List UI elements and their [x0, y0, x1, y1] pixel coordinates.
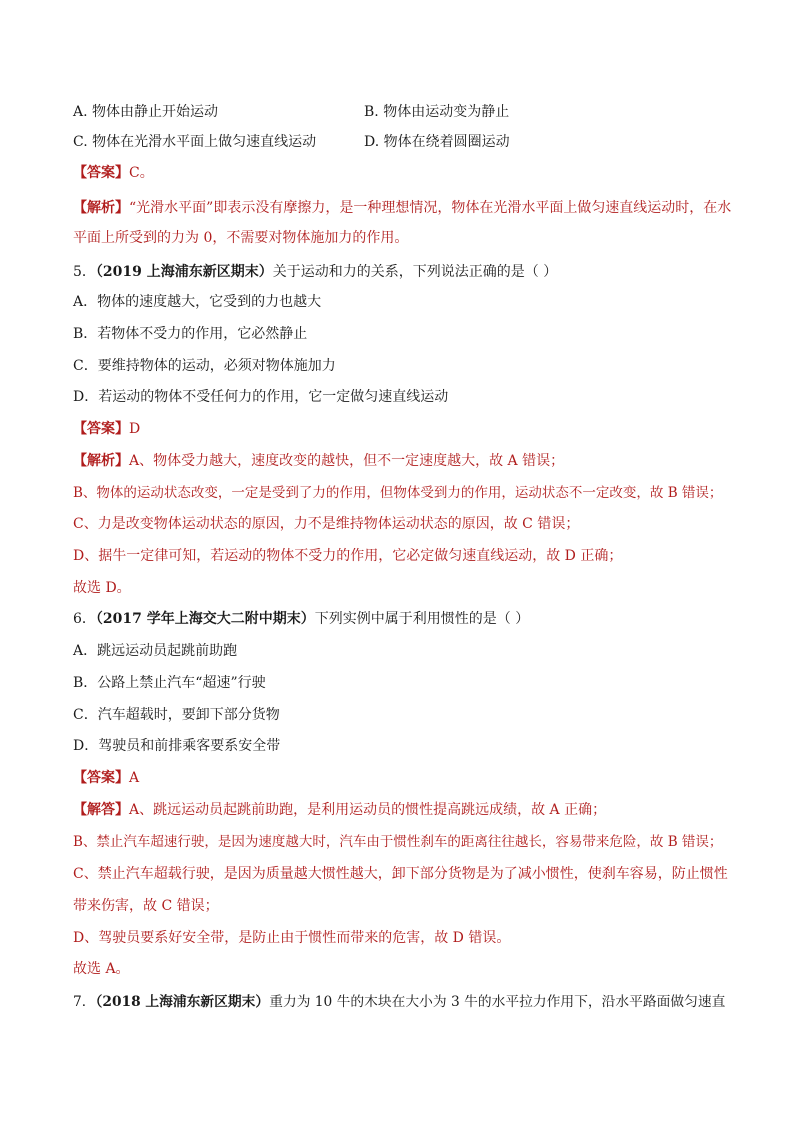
- q6-analysis-line-2: B、禁止汽车超速行驶，是因为速度越大时，汽车由于惯性刹车的距离往往越长，容易带来危险，故 B 错误；: [73, 834, 723, 850]
- answer-tag: 【答案】: [73, 421, 129, 437]
- analysis-tag: 【解析】: [73, 453, 129, 469]
- q6-option-d: D．驾驶员和前排乘客要系安全带: [73, 738, 281, 754]
- answer-tag: 【答案】: [73, 165, 129, 181]
- q5-number: 5．: [73, 264, 96, 280]
- answer-value: D: [129, 421, 141, 437]
- q7-stem-text: 重力为 10 牛的木块在大小为 3 牛的水平拉力作用下，沿水平路面做匀速直: [269, 994, 726, 1010]
- analysis-tag: 【解析】: [73, 200, 129, 216]
- q6-option-a: A．跳远运动员起跳前助跑: [73, 643, 238, 659]
- q6-stem-text: 下列实例中属于利用惯性的是（ ）: [314, 611, 530, 627]
- q6-analysis-line-4: 带来伤害，故 C 错误；: [73, 898, 219, 914]
- analysis-tag: 【解答】: [73, 802, 129, 818]
- q4-option-c: C. 物体在光滑水平面上做匀速直线运动: [73, 134, 317, 150]
- q5-stem: [73, 262, 733, 282]
- q6-conclusion: 故选 A。: [73, 961, 130, 977]
- q5-stem-text: 关于运动和力的关系，下列说法正确的是（ ）: [272, 264, 558, 280]
- q7-source: （2018 上海浦东新区期末）: [95, 994, 270, 1010]
- q6-option-b: B．公路上禁止汽车“超速”行驶: [73, 675, 266, 691]
- answer-value: C。: [129, 165, 154, 181]
- q5-option-d: D．若运动的物体不受任何力的作用，它一定做匀速直线运动: [73, 389, 449, 405]
- q5-analysis-line-1: [73, 451, 733, 471]
- q4-answer: [73, 163, 733, 183]
- q6-stem: [73, 609, 733, 629]
- q5-source: （2019 上海浦东新区期末）: [95, 264, 273, 280]
- answer-value: A: [129, 770, 140, 786]
- q5-option-a: A．物体的速度越大，它受到的力也越大: [73, 294, 322, 310]
- q4-option-b: B. 物体由运动变为静止: [364, 104, 510, 120]
- q5-option-c: C．要维持物体的运动，必须对物体施加力: [73, 358, 336, 374]
- analysis-text: A、物体受力越大，速度改变的越快，但不一定速度越大，故 A 错误；: [129, 453, 565, 469]
- q5-analysis-line-2: B、物体的运动状态改变，一定是受到了力的作用，但物体受到力的作用，运动状态不一定改变，故 B 错误；: [73, 485, 723, 501]
- answer-tag: 【答案】: [73, 770, 129, 786]
- q6-analysis-line-5: D、驾驶员要系好安全带，是防止由于惯性而带来的危害，故 D 错误。: [73, 930, 511, 946]
- q5-conclusion: 故选 D。: [73, 580, 131, 596]
- q4-option-d: D. 物体在绕着圆圈运动: [364, 134, 510, 150]
- q6-number: 6．: [73, 611, 96, 627]
- analysis-text: “光滑水平面”即表示没有摩擦力，是一种理想情况，物体在光滑水平面上做匀速直线运动时，在水: [129, 200, 732, 216]
- q4-analysis-line-1: [73, 198, 733, 218]
- q5-option-b: B．若物体不受力的作用，它必然静止: [73, 326, 308, 342]
- q6-analysis-line-1: [73, 800, 733, 820]
- q4-analysis-line-2: 平面上所受到的力为 0，不需要对物体施加力的作用。: [73, 230, 409, 246]
- q6-analysis-line-3: C、禁止汽车超载行驶，是因为质量越大惯性越大，卸下部分货物是为了减小惯性，使刹车容易，防止惯性: [73, 866, 728, 882]
- q6-option-c: C．汽车超载时，要卸下部分货物: [73, 707, 280, 723]
- q7-number: 7．: [73, 994, 96, 1010]
- q4-option-a: A. 物体由静止开始运动: [73, 104, 219, 120]
- q7-stem: [73, 992, 733, 1012]
- q6-answer: [73, 768, 733, 788]
- q5-answer: [73, 419, 733, 439]
- q5-analysis-line-4: D、据牛一定律可知，若运动的物体不受力的作用，它必定做匀速直线运动，故 D 正确；: [73, 548, 623, 564]
- q5-analysis-line-3: C、力是改变物体运动状态的原因，力不是维持物体运动状态的原因，故 C 错误；: [73, 516, 580, 532]
- analysis-text: A、跳远运动员起跳前助跑，是利用运动员的惯性提高跳远成绩，故 A 正确；: [129, 802, 607, 818]
- q6-source: （2017 学年上海交大二附中期末）: [95, 611, 315, 627]
